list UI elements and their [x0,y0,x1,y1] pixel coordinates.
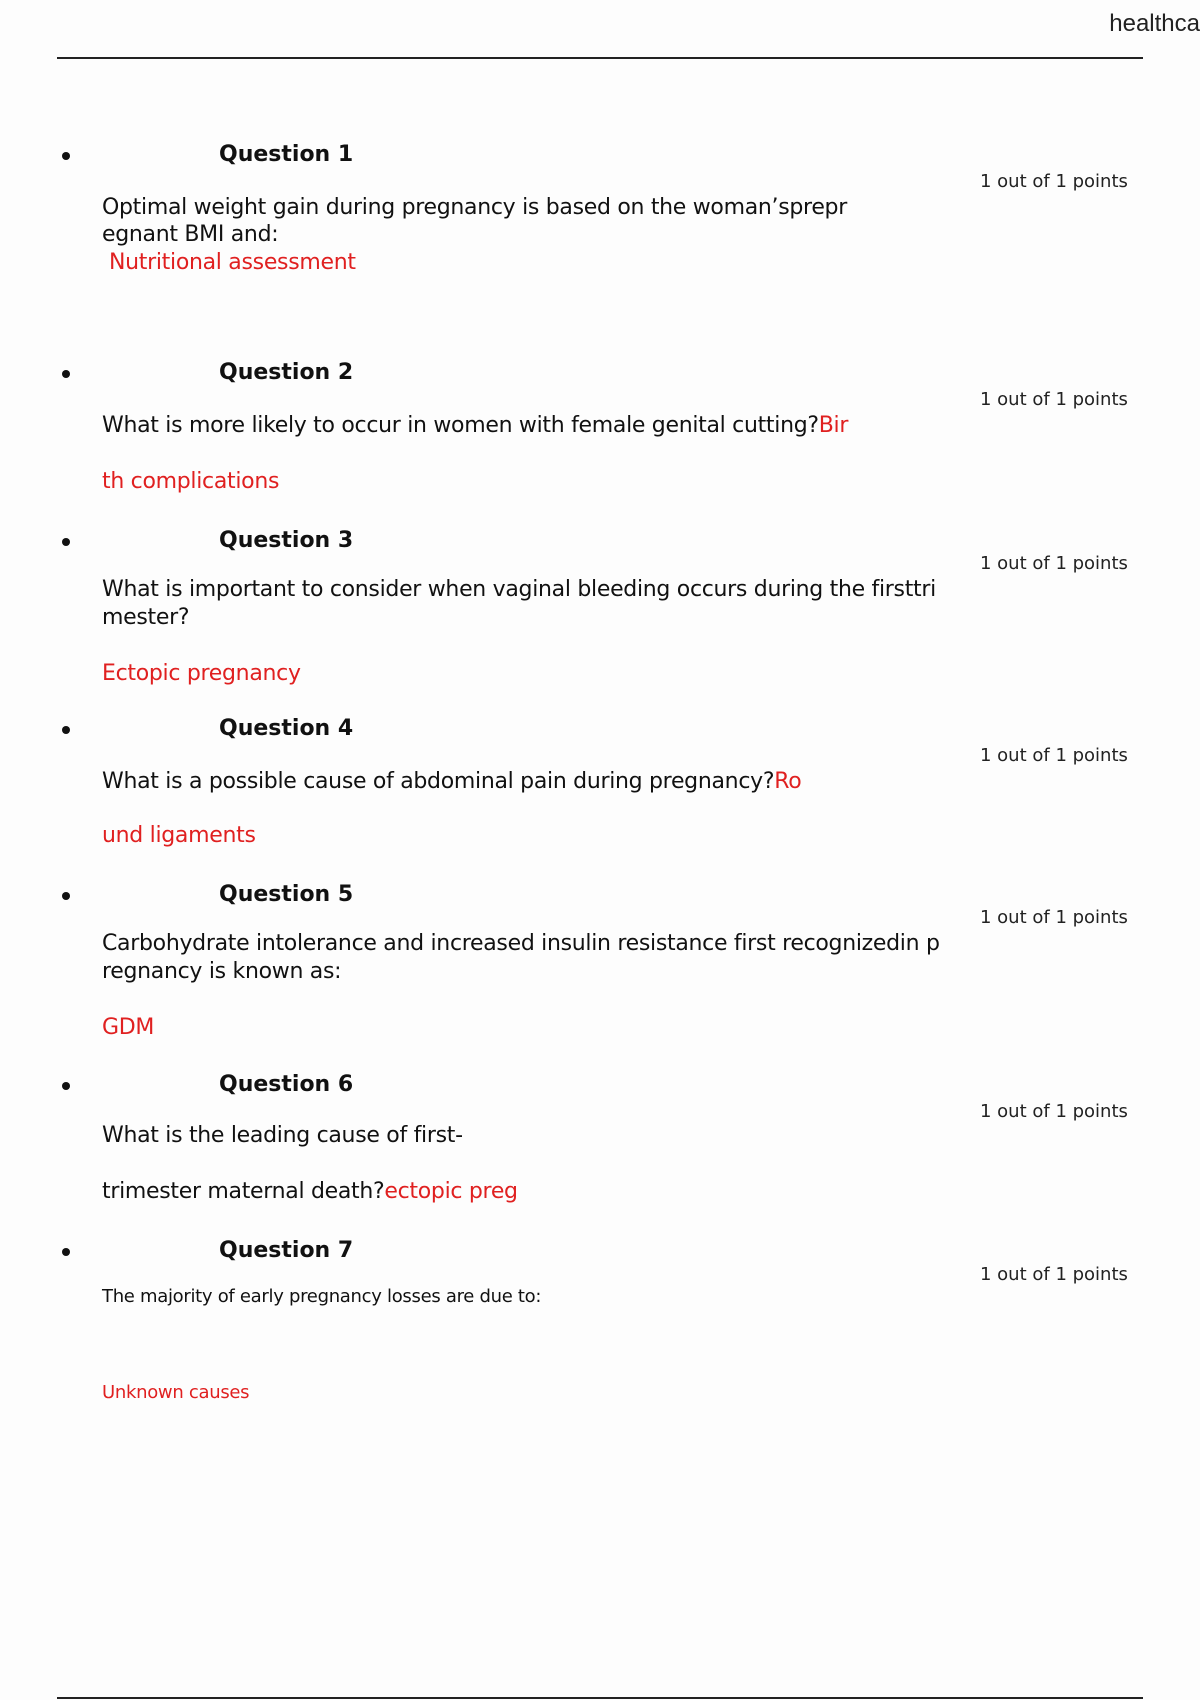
bullet-icon [62,538,70,546]
question-text-line-1: Carbohydrate intolerance and increased insulin resistance first recognizedin p [102,931,940,956]
question-text-line-1: Optimal weight gain during pregnancy is based on the woman’sprepr [102,195,847,220]
question-points: 1 out of 1 points [980,171,1128,192]
question-text-line-1: What is important to consider when vaginal bleeding occurs during the firsttri [102,577,936,602]
question-text: trimester maternal death? [102,1179,385,1204]
question-title: Question 5 [219,882,354,907]
question-title: Question 4 [219,716,354,741]
bullet-icon [62,1248,70,1256]
question-title: Question 7 [219,1238,354,1263]
question-text-line-1: The majority of early pregnancy losses are due to: [102,1286,542,1307]
question-points: 1 out of 1 points [980,745,1128,766]
question-title: Question 2 [219,360,354,385]
header-rule [57,57,1143,59]
question-text-line-2: mester? [102,605,190,630]
question-points: 1 out of 1 points [980,553,1128,574]
question-points: 1 out of 1 points [980,1101,1128,1122]
bullet-icon [62,152,70,160]
answer-text: ectopic preg [384,1179,518,1204]
question-points: 1 out of 1 points [980,907,1128,928]
question-text-line-2 [102,1179,518,1204]
question-title: Question 3 [219,528,354,553]
question-text: What is more likely to occur in women with female genital cutting? [102,413,819,438]
question-text-line-1 [102,769,801,794]
bullet-icon [62,370,70,378]
answer-text: Nutritional assessment [109,250,356,275]
bullet-icon [62,1082,70,1090]
question-points: 1 out of 1 points [980,1264,1128,1285]
question-text: What is a possible cause of abdominal pain during pregnancy? [102,769,775,794]
answer-text-part-1: Ro [774,769,802,794]
question-title: Question 6 [219,1072,354,1097]
bullet-icon [62,892,70,900]
question-text-line-1: What is the leading cause of first- [102,1123,463,1148]
answer-text: Unknown causes [102,1382,250,1403]
answer-text-part-2: und ligaments [102,823,256,848]
question-title: Question 1 [219,142,354,167]
question-text-line-1 [102,413,848,438]
bullet-icon [62,726,70,734]
answer-text-part-1: Bir [818,413,849,438]
footer-rule [57,1697,1143,1699]
answer-text: Ectopic pregnancy [102,661,301,686]
question-text-line-2: regnancy is known as: [102,959,342,984]
answer-text: GDM [102,1015,155,1040]
header-text: healthca [1109,10,1200,37]
question-text-line-2: egnant BMI and: [102,222,279,247]
answer-text-part-2: th complications [102,469,280,494]
question-points: 1 out of 1 points [980,389,1128,410]
